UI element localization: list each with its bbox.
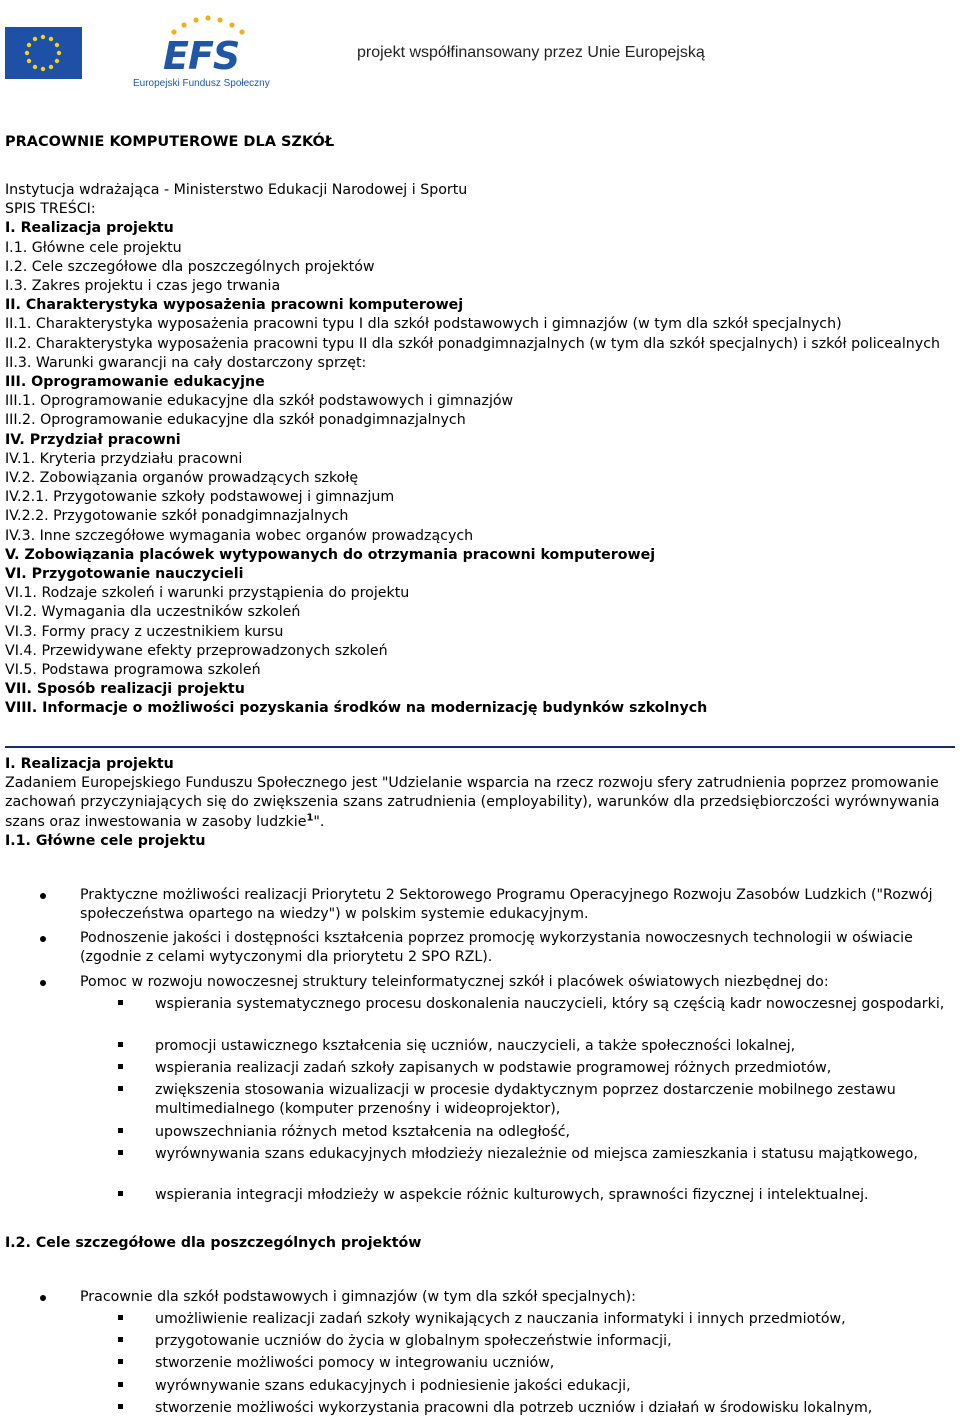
bullet-square-icon: [118, 1150, 123, 1155]
eu-flag-logo: [5, 27, 82, 79]
goal-bullet: [80, 929, 950, 967]
bullet-square-icon: [118, 1337, 123, 1342]
detail-text: wyrównywanie szans edukacyjnych i podniesienie jakości edukacji,: [155, 1378, 631, 1394]
efs-logo-text: EFS: [163, 34, 240, 78]
support-item: [155, 1145, 955, 1164]
bullet-square-icon: [118, 1064, 123, 1069]
toc-item: VII. Sposób realizacji projektu: [5, 681, 245, 698]
toc-heading: SPIS TREŚCI:: [5, 201, 96, 218]
document-title: PRACOWNIE KOMPUTEROWE DLA SZKÓŁ: [5, 134, 335, 150]
toc-item: I.1. Główne cele projektu: [5, 239, 182, 256]
toc-item: II.2. Charakterystyka wyposażenia pracowni typu II dla szkół ponadgimnazjalnych (w tym dla szkół specjalnych) i szkół policealnych: [5, 335, 940, 352]
detail-item: [155, 1399, 955, 1418]
paragraph-end: ".: [313, 813, 325, 830]
efs-logo: [130, 14, 270, 96]
toc-item: III. Oprogramowanie edukacyjne: [5, 374, 265, 391]
support-item: [155, 1186, 955, 1205]
detail-item: [155, 1377, 955, 1396]
bullet-square-icon: [118, 1359, 123, 1364]
toc-item: II. Charakterystyka wyposażenia pracowni komputerowej: [5, 297, 464, 314]
bullet-dot-icon: [40, 936, 46, 942]
efs-stars-icon: [168, 14, 248, 36]
bullet-dot-icon: [40, 1295, 46, 1301]
support-item: [155, 1059, 955, 1078]
support-text: wspierania integracji młodzieży w aspekcie różnic kulturowych, sprawności fizycznej i intelektualnej.: [155, 1187, 869, 1203]
support-item: [155, 1081, 955, 1119]
toc-item: III.1. Oprogramowanie edukacyjne dla szkół podstawowych i gimnazjów: [5, 393, 514, 410]
goal-bullet: [80, 1288, 950, 1307]
toc-item: I.3. Zakres projektu i czas jego trwania: [5, 278, 281, 295]
section-heading-cele-szczegolowe: I.2. Cele szczegółowe dla poszczególnych projektów: [5, 1235, 422, 1251]
detail-text: stworzenie możliwości pomocy w integrowaniu uczniów,: [155, 1355, 555, 1371]
section-divider: [5, 746, 955, 748]
goal-text: Pracownie dla szkół podstawowych i gimnazjów (w tym dla szkół specjalnych):: [80, 1289, 636, 1305]
goal-text: Podnoszenie jakości i dostępności kształcenia poprzez promocję wykorzystania nowoczesnych technologii w oświacie (zgodnie z celami wytyczonymi dla priorytetu 2 SPO RZL).: [80, 930, 913, 965]
cofunding-note: projekt współfinansowany przez Unie Europejską: [357, 44, 705, 61]
toc-item: III.2. Oprogramowanie edukacyjne dla szkół ponadgimnazjalnych: [5, 412, 466, 429]
bullet-square-icon: [118, 1000, 123, 1005]
footnote-mark[interactable]: 1: [306, 811, 314, 823]
subsection-heading: I.1. Główne cele projektu: [5, 832, 206, 849]
bullet-square-icon: [118, 1382, 123, 1387]
support-text: wyrównywania szans edukacyjnych młodzieży niezależnie od miejsca zamieszkania i statusu majątkowego,: [155, 1146, 918, 1162]
section-heading: I. Realizacja projektu: [5, 756, 174, 772]
detail-item: [155, 1332, 955, 1351]
goal-text: Pomoc w rozwoju nowoczesnej struktury teleinformatycznej szkół i placówek oświatowych niezbędnej do:: [80, 974, 829, 990]
toc-item: IV.3. Inne szczegółowe wymagania wobec organów prowadzących: [5, 527, 474, 544]
toc-item: V. Zobowiązania placówek wytypowanych do otrzymania pracowni komputerowej: [5, 546, 656, 563]
support-text: upowszechniania różnych metod kształcenia na odległość,: [155, 1124, 571, 1140]
support-item: [155, 1123, 955, 1142]
detail-text: przygotowanie uczniów do życia w globalnym społeczeństwie informacji,: [155, 1333, 672, 1349]
institution-line: Instytucja wdrażająca - Ministerstwo Edukacji Narodowej i Sportu: [5, 182, 468, 198]
paragraph-text: Zadaniem Europejskiego Funduszu Społecznego jest "Udzielanie wsparcia na rzecz rozwoju sfery zatrudnienia poprzez promowanie zachowań przyczyniających się do zwiększenia szans zatrudnienia (employability), warunków dla przedsiębiorczości wyrównywania szans oraz inwestowania w zasoby ludzkie: [5, 775, 940, 830]
support-item: [155, 995, 955, 1014]
toc-item: IV.2. Zobowiązania organów prowadzących szkołę: [5, 470, 359, 487]
section-realizacja: [5, 755, 955, 851]
support-text: zwiększenia stosowania wizualizacji w procesie dydaktycznym poprzez dostarczenie mobilnego zestawu multimedialnego (komputer przenośny i wideoprojektor),: [155, 1082, 896, 1117]
bullet-square-icon: [118, 1191, 123, 1196]
toc-item: VI.2. Wymagania dla uczestników szkoleń: [5, 604, 301, 621]
bullet-dot-icon: [40, 893, 46, 899]
goal-text: Praktyczne możliwości realizacji Priorytetu 2 Sektorowego Programu Operacyjnego Rozwoju Zasobów Ludzkich ("Rozwój społeczeństwa opartego na wiedzy") w polskim systemie edukacyjnym.: [80, 887, 933, 922]
toc-item: VI.1. Rodzaje szkoleń i warunki przystąpienia do projektu: [5, 585, 410, 602]
goal-bullet: [80, 886, 950, 924]
detail-text: umożliwienie realizacji zadań szkoły wynikających z nauczania informatyki i innych przedmiotów,: [155, 1311, 846, 1327]
bullet-square-icon: [118, 1042, 123, 1047]
toc-item: IV.1. Kryteria przydziału pracowni: [5, 450, 243, 467]
detail-item: [155, 1310, 955, 1329]
bullet-square-icon: [118, 1404, 123, 1409]
bullet-dot-icon: [40, 980, 46, 986]
toc-item: VI. Przygotowanie nauczycieli: [5, 566, 244, 583]
toc-item: VIII. Informacje o możliwości pozyskania środków na modernizację budynków szkolnych: [5, 700, 708, 717]
goal-bullet: [80, 973, 950, 992]
support-text: wspierania realizacji zadań szkoły zapisanych w podstawie programowej różnych przedmiotów,: [155, 1060, 832, 1076]
toc-item: II.1. Charakterystyka wyposażenia pracowni typu I dla szkół podstawowych i gimnazjów (w tym dla szkół specjalnych): [5, 316, 842, 333]
support-text: wspierania systematycznego procesu doskonalenia nauczycieli, który są częścią kadr nowoczesnej gospodarki,: [155, 996, 945, 1012]
support-item: [155, 1037, 955, 1056]
efs-logo-subtitle: Europejski Fundusz Społeczny: [133, 78, 270, 89]
detail-text: stworzenie możliwości wykorzystania pracowni dla potrzeb uczniów i działań w środowisku lokalnym,: [155, 1400, 873, 1416]
toc-item: I. Realizacja projektu: [5, 220, 174, 237]
bullet-square-icon: [118, 1315, 123, 1320]
toc-item: II.3. Warunki gwarancji na cały dostarczony sprzęt:: [5, 354, 367, 371]
toc-item: IV.2.2. Przygotowanie szkół ponadgimnazjalnych: [5, 508, 349, 525]
support-text: promocji ustawicznego kształcenia się uczniów, nauczycieli, a także społeczności lokalnej,: [155, 1038, 796, 1054]
bullet-square-icon: [118, 1086, 123, 1091]
toc-item: IV. Przydział pracowni: [5, 431, 181, 448]
bullet-square-icon: [118, 1128, 123, 1133]
eu-stars-icon: [5, 27, 82, 79]
section-paragraph: [5, 774, 955, 832]
table-of-contents: [5, 181, 957, 719]
toc-item: VI.3. Formy pracy z uczestnikiem kursu: [5, 623, 284, 640]
toc-item: VI.5. Podstawa programowa szkoleń: [5, 662, 261, 679]
toc-item: VI.4. Przewidywane efekty przeprowadzonych szkoleń: [5, 642, 388, 659]
detail-item: [155, 1354, 955, 1373]
toc-item: IV.2.1. Przygotowanie szkoły podstawowej i gimnazjum: [5, 489, 395, 506]
toc-item: I.2. Cele szczegółowe dla poszczególnych projektów: [5, 258, 375, 275]
page-header: [0, 0, 960, 100]
